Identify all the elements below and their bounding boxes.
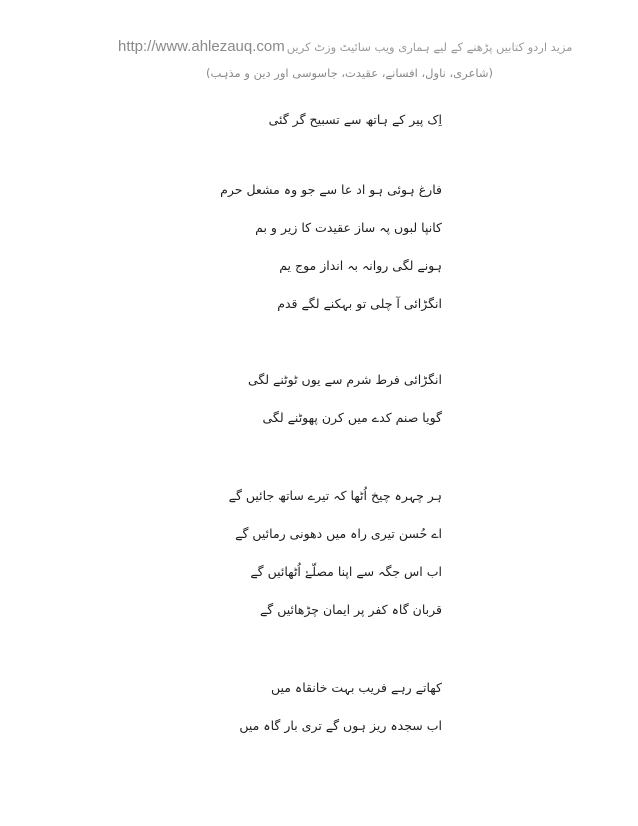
verse-line: قربان گاہ کفر پر ایمان چڑھائیں گے	[259, 602, 442, 617]
verse-line: انگڑائی آ چلی تو بہکنے لگے قدم	[277, 296, 442, 311]
verse-line: کھاتے رہے فریب بہت خانقاہ میں	[270, 680, 442, 695]
verse-line: اب اس جگہ سے اپنا مصلّےٰ اُٹھائیں گے	[250, 564, 442, 579]
verse-line: اِک پیر کے ہاتھ سے تسبیح گر گئی	[268, 112, 442, 127]
promo-text: مزید اردو کتابیں پڑھنے کے لیے ہماری ویب سائیٹ وزٹ کریں	[286, 40, 573, 54]
verse-line: فارغ ہوئی ہو اد عا سے جو وہ مشعل حرم	[220, 182, 442, 197]
genres-text: (شاعری، ناول، افسانے، عقیدت، جاسوسی اور دین و مذہب)	[206, 66, 494, 80]
verse-line: ہر چہرہ چیخ اُٹھا کہ تیرے ساتھ جائیں گے	[228, 488, 442, 503]
verse-line: انگڑائی فرط شرم سے یوں ٹوٹنے لگی	[247, 372, 442, 387]
website-url[interactable]: http://www.ahlezauq.com	[118, 38, 285, 55]
verse-line: اب سجدہ ریز ہوں گے تری بار گاہ میں	[239, 718, 442, 733]
verse-line: گویا صنم کدے میں کرن پھوٹنے لگی	[262, 410, 442, 425]
verse-line: ہونے لگی روانہ بہ انداز موج یم	[279, 258, 442, 273]
verse-line: اے حُسن تیری راہ میں دھونی رمائیں گے	[235, 526, 442, 541]
verse-line: کانپا لبوں پہ ساز عقیدت کا زیر و بم	[255, 220, 442, 235]
